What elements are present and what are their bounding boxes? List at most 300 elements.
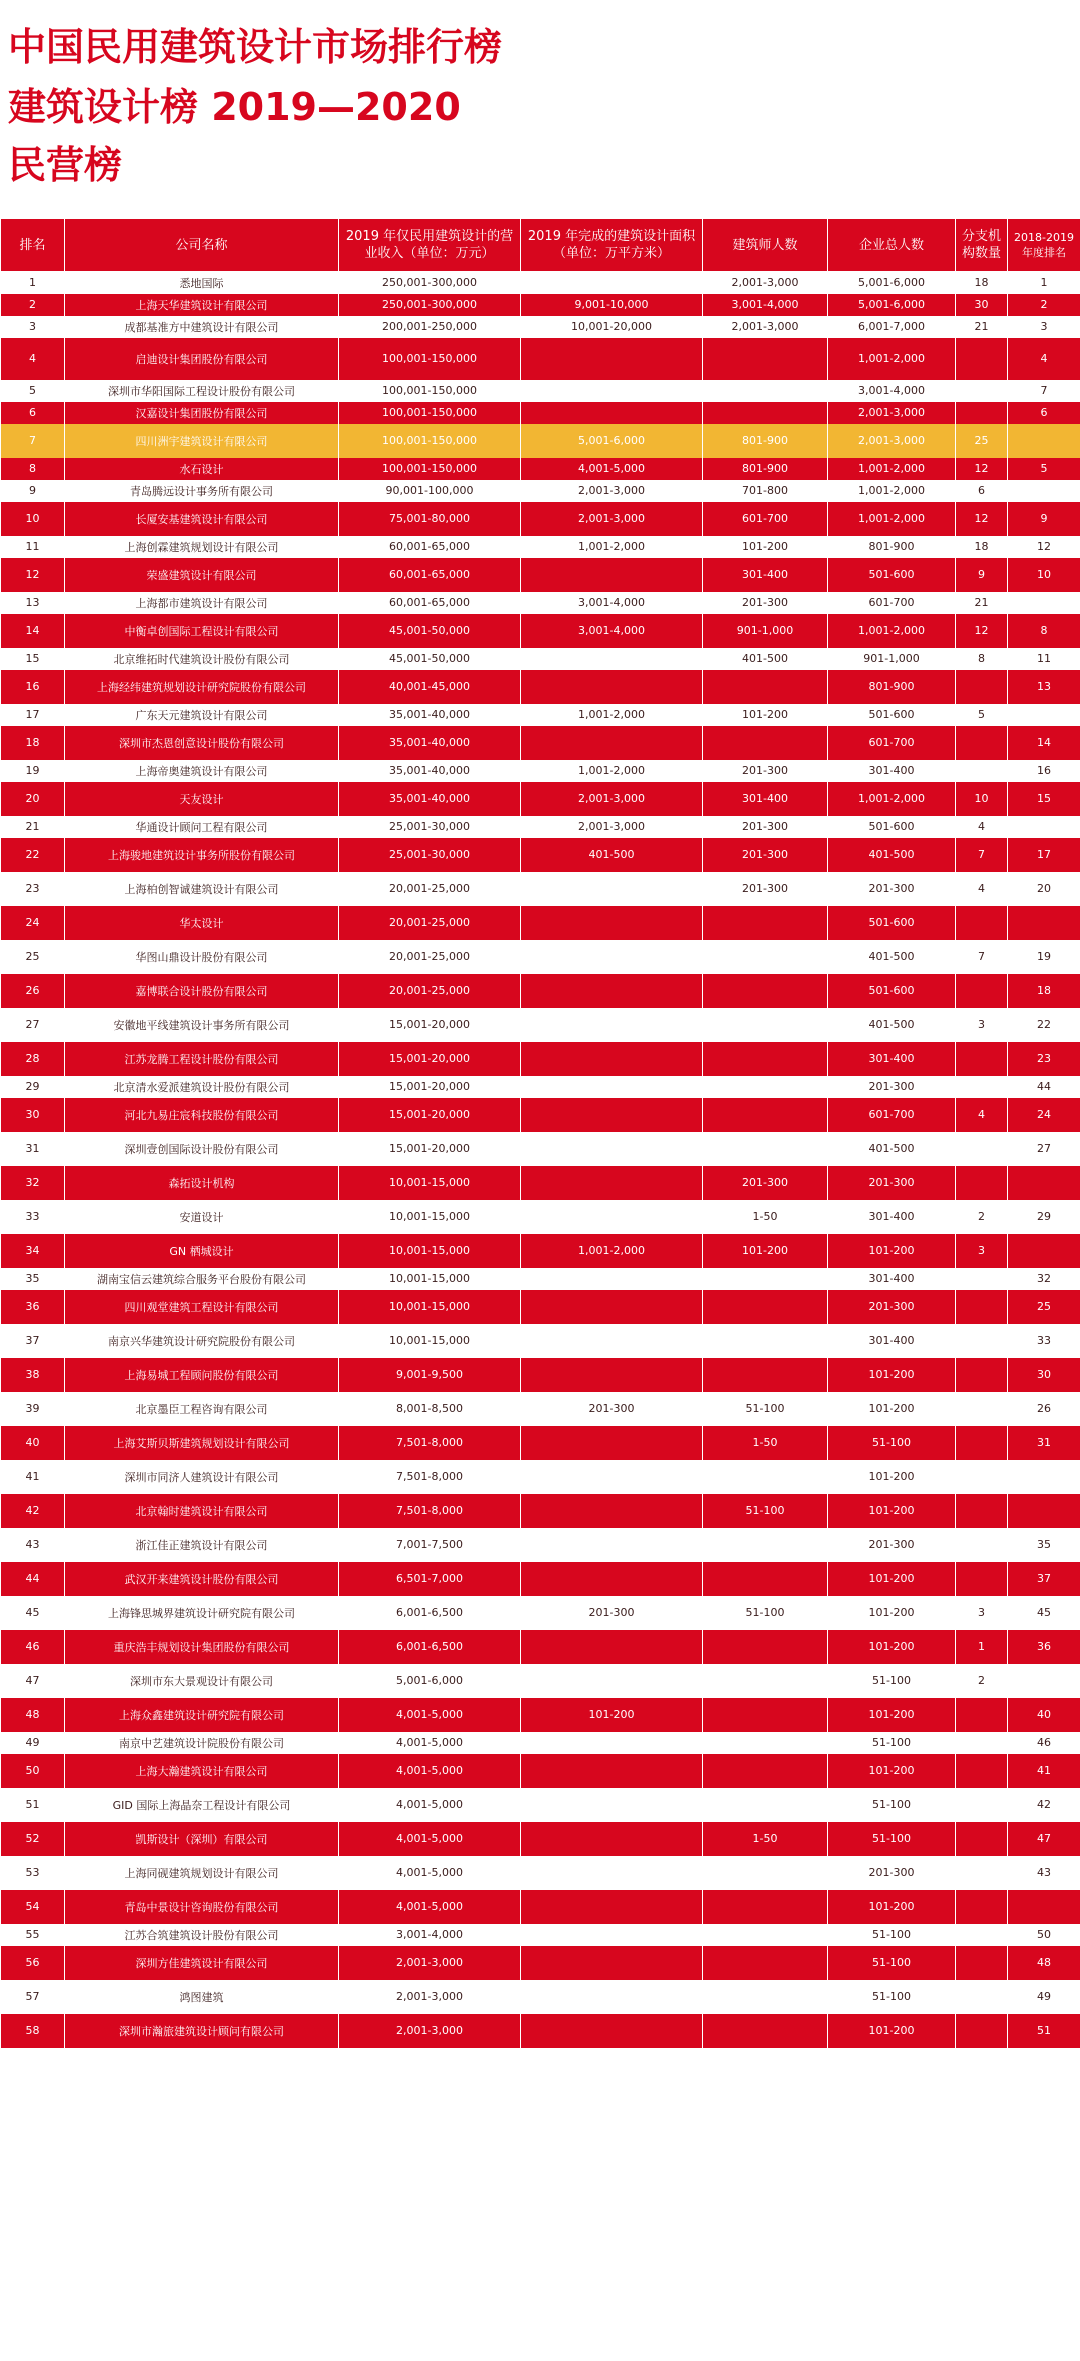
table-body — [1, 272, 1080, 2048]
table-row — [1, 906, 1080, 940]
cell-revenue: 10,001-15,000 — [339, 1324, 521, 1358]
cell-rank: 13 — [1, 592, 65, 614]
cell-company: 上海帝奥建筑设计有限公司 — [65, 760, 339, 782]
table-row — [1, 704, 1080, 726]
cell-rank: 7 — [1, 424, 65, 458]
cell-rank: 33 — [1, 1200, 65, 1234]
cell-rank: 32 — [1, 1166, 65, 1200]
cell-branches: 25 — [956, 424, 1008, 458]
cell-branches — [956, 1946, 1008, 1980]
cell-architects — [703, 1324, 828, 1358]
cell-revenue: 7,001-7,500 — [339, 1528, 521, 1562]
cell-prev: 16 — [1008, 760, 1080, 782]
cell-area: 10,001-20,000 — [521, 316, 703, 338]
cell-staff: 601-700 — [828, 1098, 956, 1132]
cell-revenue: 20,001-25,000 — [339, 872, 521, 906]
cell-staff: 101-200 — [828, 1494, 956, 1528]
cell-architects: 301-400 — [703, 782, 828, 816]
cell-staff: 101-200 — [828, 1596, 956, 1630]
cell-company: 武汉开来建筑设计股份有限公司 — [65, 1562, 339, 1596]
table-row — [1, 816, 1080, 838]
cell-staff: 301-400 — [828, 760, 956, 782]
cell-prev: 3 — [1008, 316, 1080, 338]
cell-branches — [956, 380, 1008, 402]
cell-company: 浙江佳正建筑设计有限公司 — [65, 1528, 339, 1562]
header-company: 公司名称 — [65, 219, 339, 272]
cell-area: 3,001-4,000 — [521, 592, 703, 614]
cell-branches — [956, 1426, 1008, 1460]
cell-revenue: 6,001-6,500 — [339, 1630, 521, 1664]
cell-company: 广东天元建筑设计有限公司 — [65, 704, 339, 726]
cell-branches — [956, 338, 1008, 380]
cell-company: 凯斯设计（深圳）有限公司 — [65, 1822, 339, 1856]
table-row — [1, 872, 1080, 906]
cell-company: 鸿图建筑 — [65, 1980, 339, 2014]
cell-architects — [703, 1754, 828, 1788]
table-row — [1, 1698, 1080, 1732]
table-row — [1, 1528, 1080, 1562]
cell-architects: 1-50 — [703, 1822, 828, 1856]
cell-staff: 501-600 — [828, 558, 956, 592]
cell-prev: 44 — [1008, 1076, 1080, 1098]
cell-revenue: 4,001-5,000 — [339, 1856, 521, 1890]
cell-revenue: 40,001-45,000 — [339, 670, 521, 704]
cell-architects — [703, 670, 828, 704]
cell-staff: 51-100 — [828, 1732, 956, 1754]
cell-staff: 401-500 — [828, 1132, 956, 1166]
cell-rank: 24 — [1, 906, 65, 940]
cell-revenue: 10,001-15,000 — [339, 1268, 521, 1290]
cell-staff: 1,001-2,000 — [828, 614, 956, 648]
cell-branches — [956, 1732, 1008, 1754]
cell-rank: 51 — [1, 1788, 65, 1822]
cell-rank: 14 — [1, 614, 65, 648]
table-row — [1, 974, 1080, 1008]
cell-revenue: 35,001-40,000 — [339, 782, 521, 816]
cell-staff: 401-500 — [828, 940, 956, 974]
cell-company: 天友设计 — [65, 782, 339, 816]
cell-area — [521, 1890, 703, 1924]
table-row — [1, 2014, 1080, 2048]
cell-architects — [703, 1980, 828, 2014]
cell-company: 南京中艺建筑设计院股份有限公司 — [65, 1732, 339, 1754]
table-row — [1, 1076, 1080, 1098]
table-row — [1, 614, 1080, 648]
cell-staff: 501-600 — [828, 974, 956, 1008]
cell-staff: 3,001-4,000 — [828, 380, 956, 402]
cell-branches: 21 — [956, 316, 1008, 338]
table-row — [1, 1562, 1080, 1596]
cell-area — [521, 1426, 703, 1460]
table-row — [1, 1166, 1080, 1200]
cell-revenue: 90,001-100,000 — [339, 480, 521, 502]
cell-branches — [956, 1856, 1008, 1890]
cell-architects — [703, 1732, 828, 1754]
cell-branches — [956, 1698, 1008, 1732]
cell-branches — [956, 670, 1008, 704]
table-row — [1, 380, 1080, 402]
cell-company: 青岛中景设计咨询股份有限公司 — [65, 1890, 339, 1924]
cell-rank: 2 — [1, 294, 65, 316]
cell-architects: 201-300 — [703, 838, 828, 872]
cell-rank: 27 — [1, 1008, 65, 1042]
table-row — [1, 1042, 1080, 1076]
cell-branches — [956, 1754, 1008, 1788]
cell-staff: 501-600 — [828, 816, 956, 838]
cell-prev: 45 — [1008, 1596, 1080, 1630]
cell-prev: 42 — [1008, 1788, 1080, 1822]
cell-area — [521, 1946, 703, 1980]
cell-rank: 16 — [1, 670, 65, 704]
cell-architects: 201-300 — [703, 816, 828, 838]
cell-rank: 46 — [1, 1630, 65, 1664]
cell-staff: 101-200 — [828, 1392, 956, 1426]
cell-prev: 26 — [1008, 1392, 1080, 1426]
table-row — [1, 1098, 1080, 1132]
cell-area: 1,001-2,000 — [521, 1234, 703, 1268]
cell-area: 3,001-4,000 — [521, 614, 703, 648]
table-row — [1, 402, 1080, 424]
cell-architects: 101-200 — [703, 1234, 828, 1268]
cell-architects — [703, 1290, 828, 1324]
cell-revenue: 75,001-80,000 — [339, 502, 521, 536]
cell-rank: 3 — [1, 316, 65, 338]
cell-architects: 701-800 — [703, 480, 828, 502]
cell-company: 安道设计 — [65, 1200, 339, 1234]
cell-staff: 1,001-2,000 — [828, 480, 956, 502]
cell-prev: 23 — [1008, 1042, 1080, 1076]
cell-rank: 28 — [1, 1042, 65, 1076]
cell-prev — [1008, 906, 1080, 940]
cell-prev: 9 — [1008, 502, 1080, 536]
cell-branches: 10 — [956, 782, 1008, 816]
cell-prev — [1008, 1166, 1080, 1200]
table-row — [1, 592, 1080, 614]
cell-company: 江苏龙腾工程设计股份有限公司 — [65, 1042, 339, 1076]
cell-architects — [703, 380, 828, 402]
table-row — [1, 940, 1080, 974]
cell-staff: 51-100 — [828, 1788, 956, 1822]
cell-staff: 501-600 — [828, 704, 956, 726]
cell-company: 上海众鑫建筑设计研究院有限公司 — [65, 1698, 339, 1732]
cell-branches — [956, 1528, 1008, 1562]
cell-company: 河北九易庄宸科技股份有限公司 — [65, 1098, 339, 1132]
cell-branches: 3 — [956, 1596, 1008, 1630]
cell-rank: 37 — [1, 1324, 65, 1358]
cell-rank: 54 — [1, 1890, 65, 1924]
cell-revenue: 25,001-30,000 — [339, 838, 521, 872]
cell-revenue: 15,001-20,000 — [339, 1008, 521, 1042]
cell-staff: 51-100 — [828, 1924, 956, 1946]
cell-area — [521, 1200, 703, 1234]
cell-area — [521, 906, 703, 940]
cell-rank: 50 — [1, 1754, 65, 1788]
cell-area — [521, 1788, 703, 1822]
cell-branches — [956, 1980, 1008, 2014]
cell-rank: 30 — [1, 1098, 65, 1132]
cell-company: 上海柏创智诚建筑设计有限公司 — [65, 872, 339, 906]
cell-architects: 51-100 — [703, 1392, 828, 1426]
cell-prev: 40 — [1008, 1698, 1080, 1732]
header-prev-rank: 2018-2019年度排名 — [1008, 219, 1080, 272]
cell-company: 水石设计 — [65, 458, 339, 480]
cell-architects — [703, 1856, 828, 1890]
cell-prev: 36 — [1008, 1630, 1080, 1664]
cell-prev — [1008, 1460, 1080, 1494]
cell-area — [521, 1268, 703, 1290]
cell-company: 上海同砚建筑规划设计有限公司 — [65, 1856, 339, 1890]
cell-branches — [956, 1132, 1008, 1166]
cell-rank: 10 — [1, 502, 65, 536]
table-row — [1, 782, 1080, 816]
table-row — [1, 1234, 1080, 1268]
table-row — [1, 838, 1080, 872]
cell-staff: 51-100 — [828, 1822, 956, 1856]
cell-company: 上海骏地建筑设计事务所股份有限公司 — [65, 838, 339, 872]
cell-rank: 12 — [1, 558, 65, 592]
cell-prev: 7 — [1008, 380, 1080, 402]
cell-branches — [956, 906, 1008, 940]
cell-rank: 21 — [1, 816, 65, 838]
cell-area — [521, 1358, 703, 1392]
cell-prev: 5 — [1008, 458, 1080, 480]
cell-staff: 201-300 — [828, 1856, 956, 1890]
cell-revenue: 7,501-8,000 — [339, 1494, 521, 1528]
cell-prev: 29 — [1008, 1200, 1080, 1234]
cell-revenue: 4,001-5,000 — [339, 1822, 521, 1856]
cell-architects: 1-50 — [703, 1200, 828, 1234]
cell-staff: 801-900 — [828, 670, 956, 704]
table-row — [1, 1494, 1080, 1528]
cell-revenue: 100,001-150,000 — [339, 380, 521, 402]
cell-staff: 51-100 — [828, 1664, 956, 1698]
cell-rank: 48 — [1, 1698, 65, 1732]
cell-architects — [703, 1460, 828, 1494]
cell-staff: 2,001-3,000 — [828, 402, 956, 424]
cell-architects: 51-100 — [703, 1494, 828, 1528]
cell-staff: 601-700 — [828, 726, 956, 760]
cell-area — [521, 1324, 703, 1358]
cell-prev: 37 — [1008, 1562, 1080, 1596]
cell-area — [521, 558, 703, 592]
header-branches: 分支机构数量 — [956, 219, 1008, 272]
cell-area: 1,001-2,000 — [521, 704, 703, 726]
cell-staff: 301-400 — [828, 1042, 956, 1076]
cell-rank: 31 — [1, 1132, 65, 1166]
cell-staff: 101-200 — [828, 1698, 956, 1732]
cell-prev: 8 — [1008, 614, 1080, 648]
cell-company: 成都基准方中建筑设计有限公司 — [65, 316, 339, 338]
table-row — [1, 1324, 1080, 1358]
cell-company: 北京维拓时代建筑设计股份有限公司 — [65, 648, 339, 670]
cell-area — [521, 1076, 703, 1098]
cell-architects: 101-200 — [703, 536, 828, 558]
cell-prev: 46 — [1008, 1732, 1080, 1754]
cell-area — [521, 1630, 703, 1664]
cell-prev: 41 — [1008, 1754, 1080, 1788]
cell-company: 中衡卓创国际工程设计有限公司 — [65, 614, 339, 648]
cell-staff: 201-300 — [828, 1166, 956, 1200]
cell-architects — [703, 1630, 828, 1664]
table-row — [1, 1132, 1080, 1166]
cell-rank: 29 — [1, 1076, 65, 1098]
cell-area — [521, 670, 703, 704]
cell-revenue: 20,001-25,000 — [339, 940, 521, 974]
cell-company: GN 栖城设计 — [65, 1234, 339, 1268]
cell-prev: 12 — [1008, 536, 1080, 558]
cell-company: 深圳市瀚旅建筑设计顾问有限公司 — [65, 2014, 339, 2048]
cell-area: 4,001-5,000 — [521, 458, 703, 480]
cell-branches: 4 — [956, 1098, 1008, 1132]
cell-branches — [956, 1290, 1008, 1324]
cell-branches — [956, 1392, 1008, 1426]
table-row — [1, 1664, 1080, 1698]
cell-rank: 45 — [1, 1596, 65, 1630]
cell-prev: 17 — [1008, 838, 1080, 872]
cell-prev: 43 — [1008, 1856, 1080, 1890]
cell-company: 湖南宝信云建筑综合服务平台股份有限公司 — [65, 1268, 339, 1290]
cell-rank: 40 — [1, 1426, 65, 1460]
cell-area — [521, 1528, 703, 1562]
cell-rank: 6 — [1, 402, 65, 424]
cell-architects — [703, 1664, 828, 1698]
cell-rank: 4 — [1, 338, 65, 380]
cell-area — [521, 726, 703, 760]
cell-rank: 18 — [1, 726, 65, 760]
cell-staff: 5,001-6,000 — [828, 272, 956, 294]
cell-company: 上海都市建筑设计有限公司 — [65, 592, 339, 614]
cell-rank: 53 — [1, 1856, 65, 1890]
cell-area — [521, 1042, 703, 1076]
cell-rank: 58 — [1, 2014, 65, 2048]
cell-staff: 401-500 — [828, 1008, 956, 1042]
cell-revenue: 200,001-250,000 — [339, 316, 521, 338]
cell-prev: 31 — [1008, 1426, 1080, 1460]
table-row — [1, 1732, 1080, 1754]
cell-rank: 52 — [1, 1822, 65, 1856]
table-row — [1, 1754, 1080, 1788]
cell-branches — [956, 974, 1008, 1008]
cell-rank: 20 — [1, 782, 65, 816]
cell-architects — [703, 1132, 828, 1166]
cell-prev — [1008, 592, 1080, 614]
cell-architects: 2,001-3,000 — [703, 272, 828, 294]
cell-architects — [703, 726, 828, 760]
cell-rank: 42 — [1, 1494, 65, 1528]
cell-company: 长厦安基建筑设计有限公司 — [65, 502, 339, 536]
cell-branches: 18 — [956, 272, 1008, 294]
table-row — [1, 1924, 1080, 1946]
cell-architects: 901-1,000 — [703, 614, 828, 648]
cell-staff: 201-300 — [828, 1528, 956, 1562]
cell-area — [521, 1098, 703, 1132]
table-row — [1, 1268, 1080, 1290]
cell-prev: 20 — [1008, 872, 1080, 906]
cell-revenue: 100,001-150,000 — [339, 458, 521, 480]
table-row — [1, 726, 1080, 760]
cell-company: 华通设计顾问工程有限公司 — [65, 816, 339, 838]
cell-architects — [703, 1946, 828, 1980]
cell-rank: 17 — [1, 704, 65, 726]
header-rank: 排名 — [1, 219, 65, 272]
cell-revenue: 15,001-20,000 — [339, 1132, 521, 1166]
cell-revenue: 15,001-20,000 — [339, 1076, 521, 1098]
cell-area — [521, 1924, 703, 1946]
cell-area — [521, 1754, 703, 1788]
cell-staff: 51-100 — [828, 1426, 956, 1460]
cell-staff: 301-400 — [828, 1268, 956, 1290]
table-row — [1, 1460, 1080, 1494]
cell-prev — [1008, 1234, 1080, 1268]
cell-rank: 35 — [1, 1268, 65, 1290]
cell-architects — [703, 940, 828, 974]
cell-prev: 10 — [1008, 558, 1080, 592]
cell-area — [521, 872, 703, 906]
cell-rank: 22 — [1, 838, 65, 872]
table-row — [1, 424, 1080, 458]
header-revenue: 2019 年仅民用建筑设计的营业收入（单位：万元） — [339, 219, 521, 272]
cell-staff: 101-200 — [828, 1754, 956, 1788]
cell-architects — [703, 338, 828, 380]
cell-revenue: 25,001-30,000 — [339, 816, 521, 838]
cell-branches: 2 — [956, 1200, 1008, 1234]
cell-company: 上海锋思城界建筑设计研究院有限公司 — [65, 1596, 339, 1630]
cell-architects: 601-700 — [703, 502, 828, 536]
cell-prev — [1008, 1494, 1080, 1528]
cell-architects — [703, 1076, 828, 1098]
cell-revenue: 4,001-5,000 — [339, 1754, 521, 1788]
cell-area: 1,001-2,000 — [521, 536, 703, 558]
cell-revenue: 4,001-5,000 — [339, 1788, 521, 1822]
cell-company: 深圳市华阳国际工程设计股份有限公司 — [65, 380, 339, 402]
cell-revenue: 4,001-5,000 — [339, 1732, 521, 1754]
cell-architects — [703, 1042, 828, 1076]
cell-company: 深圳市东大景观设计有限公司 — [65, 1664, 339, 1698]
cell-rank: 1 — [1, 272, 65, 294]
cell-branches: 3 — [956, 1234, 1008, 1268]
cell-branches: 6 — [956, 480, 1008, 502]
cell-prev: 47 — [1008, 1822, 1080, 1856]
cell-company: 北京翰时建筑设计有限公司 — [65, 1494, 339, 1528]
cell-branches — [956, 1788, 1008, 1822]
cell-rank: 9 — [1, 480, 65, 502]
cell-revenue: 60,001-65,000 — [339, 558, 521, 592]
table-row — [1, 760, 1080, 782]
cell-revenue: 100,001-150,000 — [339, 402, 521, 424]
cell-area: 9,001-10,000 — [521, 294, 703, 316]
cell-branches — [956, 1460, 1008, 1494]
cell-revenue: 7,501-8,000 — [339, 1460, 521, 1494]
cell-area: 2,001-3,000 — [521, 502, 703, 536]
cell-area — [521, 380, 703, 402]
cell-rank: 34 — [1, 1234, 65, 1268]
cell-company: 上海大瀚建筑设计有限公司 — [65, 1754, 339, 1788]
table-row — [1, 1822, 1080, 1856]
table-row — [1, 294, 1080, 316]
cell-company: 北京墨臣工程咨询有限公司 — [65, 1392, 339, 1426]
cell-architects — [703, 1924, 828, 1946]
cell-architects — [703, 1008, 828, 1042]
cell-company: 上海艾斯贝斯建筑规划设计有限公司 — [65, 1426, 339, 1460]
cell-rank: 39 — [1, 1392, 65, 1426]
cell-company: 上海创霖建筑规划设计有限公司 — [65, 536, 339, 558]
table-row — [1, 480, 1080, 502]
cell-branches — [956, 402, 1008, 424]
cell-area: 201-300 — [521, 1392, 703, 1426]
cell-architects: 101-200 — [703, 704, 828, 726]
cell-branches: 30 — [956, 294, 1008, 316]
cell-company: 华图山鼎设计股份有限公司 — [65, 940, 339, 974]
